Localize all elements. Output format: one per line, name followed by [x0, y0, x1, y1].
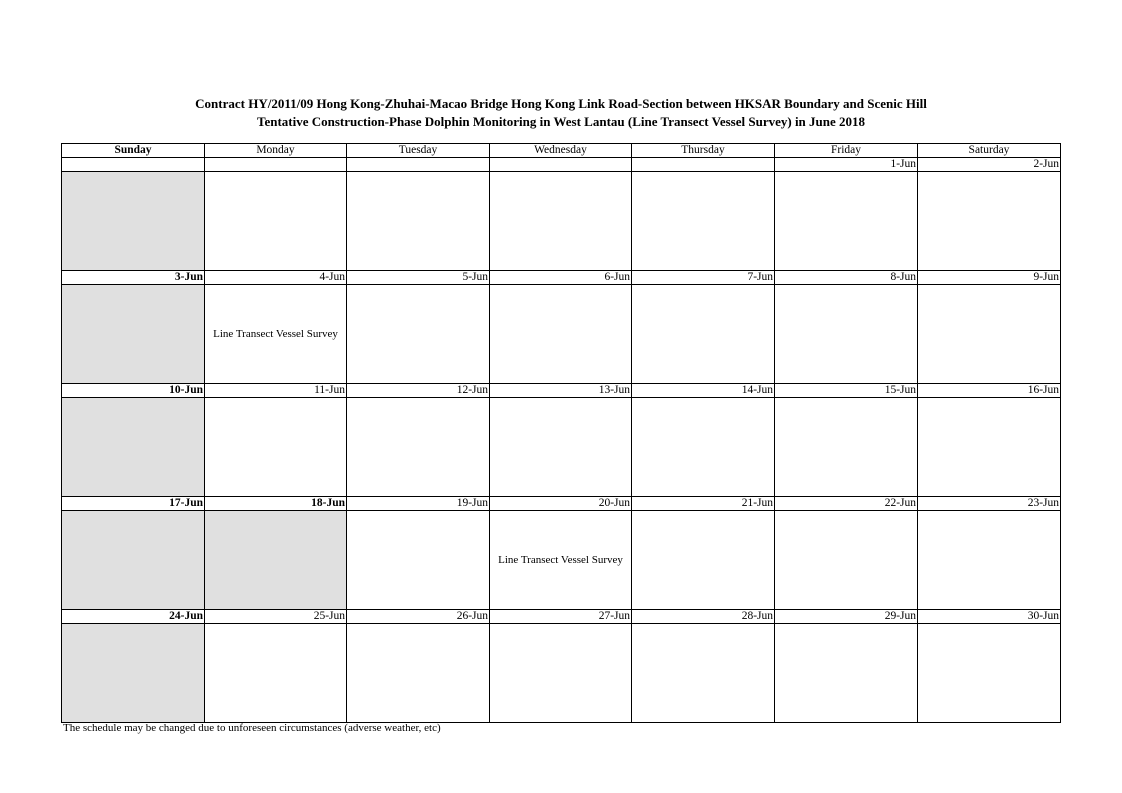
day-cell [632, 172, 775, 271]
day-cell [775, 398, 918, 497]
day-cell [205, 624, 347, 723]
day-cell [775, 172, 918, 271]
day-date-label: 14-Jun [632, 384, 775, 398]
weekday-header-wednesday: Wednesday [490, 144, 632, 158]
day-cell [347, 285, 490, 384]
day-cell [62, 511, 205, 610]
day-date-label: 11-Jun [205, 384, 347, 398]
day-date-label [205, 158, 347, 172]
day-date-label: 19-Jun [347, 497, 490, 511]
day-date-label: 12-Jun [347, 384, 490, 398]
day-cell [205, 172, 347, 271]
day-date-label: 8-Jun [775, 271, 918, 285]
day-cell [775, 285, 918, 384]
week-body-row [62, 172, 1061, 271]
day-cell [62, 285, 205, 384]
day-date-label: 22-Jun [775, 497, 918, 511]
day-cell [347, 624, 490, 723]
day-cell [62, 624, 205, 723]
weekday-header-saturday: Saturday [918, 144, 1061, 158]
day-cell [918, 398, 1061, 497]
day-date-label: 10-Jun [62, 384, 205, 398]
day-cell [632, 624, 775, 723]
day-cell [347, 511, 490, 610]
day-date-label: 16-Jun [918, 384, 1061, 398]
week-date-row [62, 158, 1061, 172]
day-cell [205, 398, 347, 497]
day-cell [918, 285, 1061, 384]
day-date-label [347, 158, 490, 172]
weekday-header-sunday: Sunday [62, 144, 205, 158]
weekday-header-monday: Monday [205, 144, 347, 158]
day-date-label [62, 158, 205, 172]
day-cell [347, 172, 490, 271]
week-body-row [62, 624, 1061, 723]
day-cell [918, 624, 1061, 723]
day-date-label: 6-Jun [490, 271, 632, 285]
day-cell [205, 511, 347, 610]
weekday-header-thursday: Thursday [632, 144, 775, 158]
week-body-row [62, 285, 1061, 384]
schedule-footnote: The schedule may be changed due to unforeseen circumstances (adverse weather, etc) [63, 722, 441, 734]
day-date-label: 27-Jun [490, 610, 632, 624]
day-date-label: 30-Jun [918, 610, 1061, 624]
survey-event: Line Transect Vessel Survey [498, 554, 623, 566]
day-cell [490, 172, 632, 271]
day-date-label: 25-Jun [205, 610, 347, 624]
day-date-label: 15-Jun [775, 384, 918, 398]
page-subtitle: Tentative Construction-Phase Dolphin Monitoring in West Lantau (Line Transect Vessel Survey) in June 2018 [256, 114, 866, 129]
day-cell [490, 285, 632, 384]
day-date-label [490, 158, 632, 172]
day-date-label: 21-Jun [632, 497, 775, 511]
survey-event: Line Transect Vessel Survey [213, 328, 338, 340]
day-date-label: 28-Jun [632, 610, 775, 624]
day-date-label: 17-Jun [62, 497, 205, 511]
day-date-label [632, 158, 775, 172]
week-date-row [62, 384, 1061, 398]
day-date-label: 24-Jun [62, 610, 205, 624]
weekday-header-row [62, 144, 1061, 158]
day-cell [775, 511, 918, 610]
week-body-row [62, 398, 1061, 497]
day-date-label: 1-Jun [775, 158, 918, 172]
day-cell [490, 511, 632, 610]
day-date-label: 23-Jun [918, 497, 1061, 511]
day-date-label: 29-Jun [775, 610, 918, 624]
weekday-header-friday: Friday [775, 144, 918, 158]
week-body-row [62, 511, 1061, 610]
calendar-table [61, 143, 1061, 723]
day-date-label: 4-Jun [205, 271, 347, 285]
day-date-label: 5-Jun [347, 271, 490, 285]
day-date-label: 20-Jun [490, 497, 632, 511]
day-cell [918, 511, 1061, 610]
day-cell [205, 285, 347, 384]
week-date-row [62, 271, 1061, 285]
day-cell [62, 398, 205, 497]
page-title: Contract HY/2011/09 Hong Kong-Zhuhai-Macao Bridge Hong Kong Link Road-Section between HKSAR Boundary and Scenic Hill [195, 96, 927, 111]
day-date-label: 9-Jun [918, 271, 1061, 285]
day-cell [632, 285, 775, 384]
week-date-row [62, 610, 1061, 624]
day-cell [347, 398, 490, 497]
week-date-row [62, 497, 1061, 511]
day-date-label: 2-Jun [918, 158, 1061, 172]
day-cell [632, 398, 775, 497]
day-date-label: 3-Jun [62, 271, 205, 285]
day-cell [490, 398, 632, 497]
day-cell [775, 624, 918, 723]
day-cell [632, 511, 775, 610]
weekday-header-tuesday: Tuesday [347, 144, 490, 158]
day-date-label: 7-Jun [632, 271, 775, 285]
day-cell [62, 172, 205, 271]
day-date-label: 18-Jun [205, 497, 347, 511]
day-cell [918, 172, 1061, 271]
day-cell [490, 624, 632, 723]
day-date-label: 26-Jun [347, 610, 490, 624]
day-date-label: 13-Jun [490, 384, 632, 398]
